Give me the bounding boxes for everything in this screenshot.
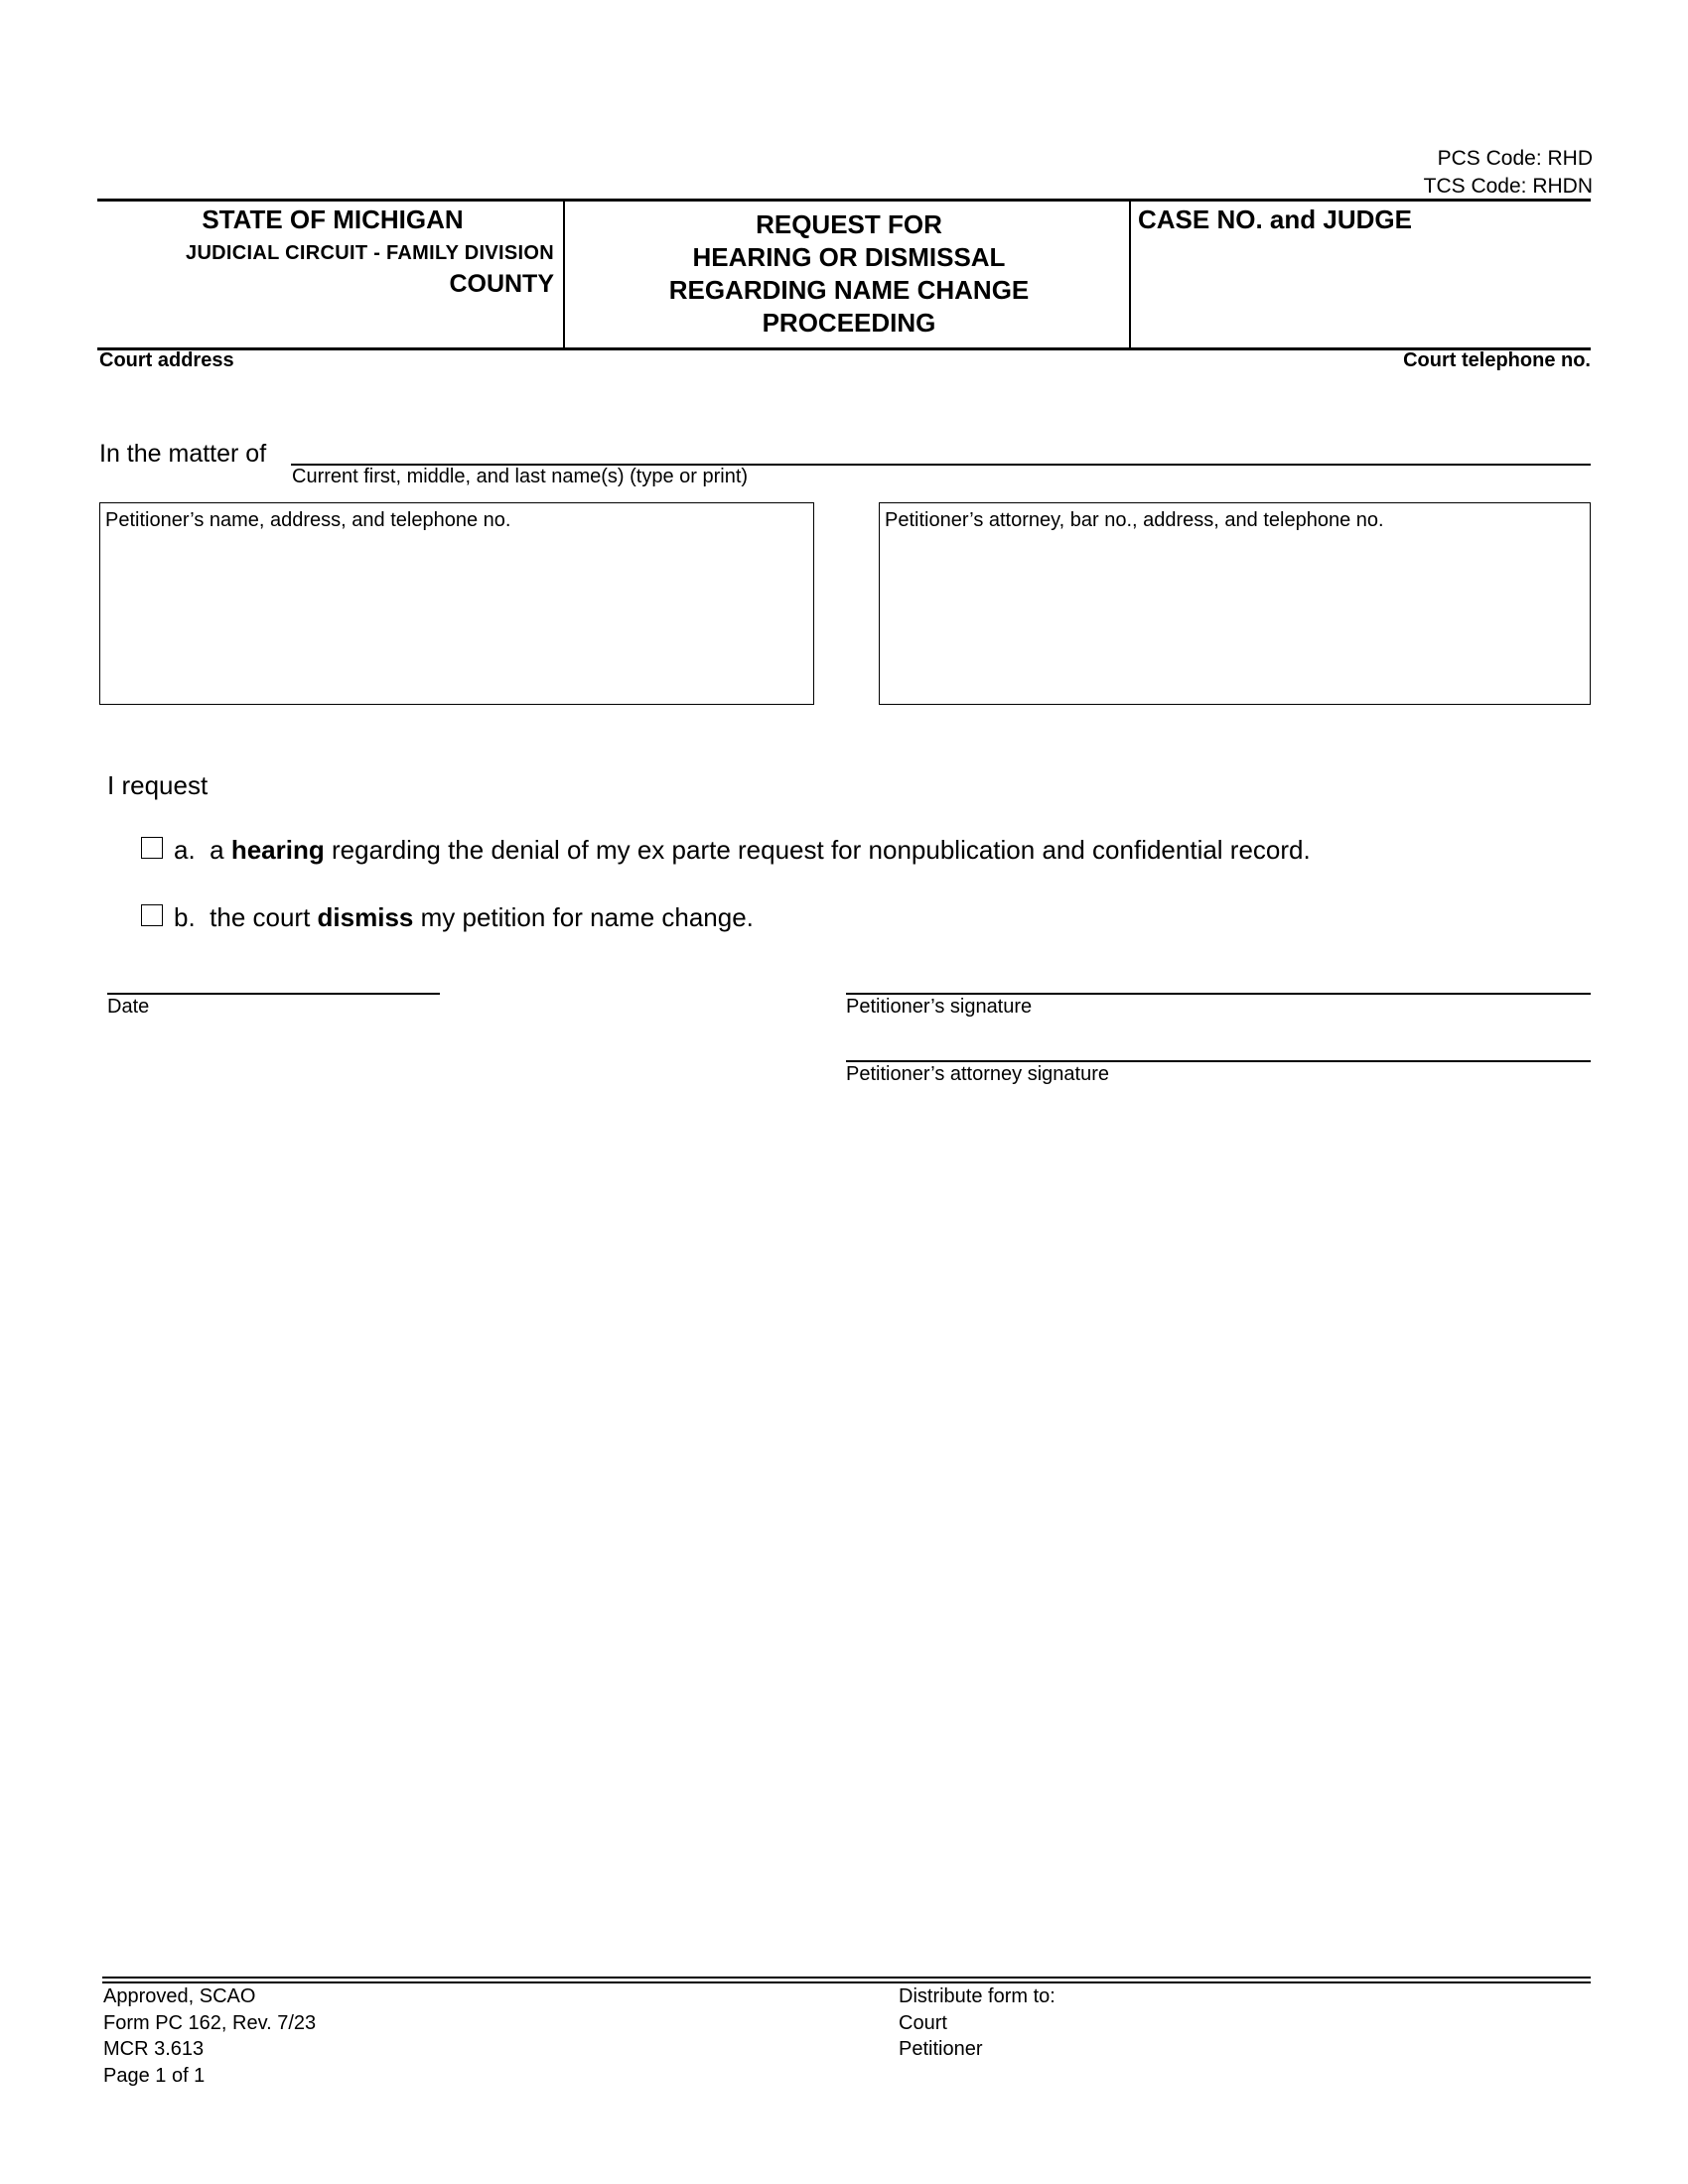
- footer-rule-top: [102, 1977, 1591, 1979]
- dismiss-checkbox[interactable]: [141, 904, 163, 926]
- date-line[interactable]: [107, 993, 440, 995]
- form-title-line: PROCEEDING: [762, 308, 936, 338]
- petitioner-info-box[interactable]: [99, 502, 814, 705]
- option-a: [174, 835, 1311, 866]
- footer-rule-bottom: [102, 1981, 1591, 1983]
- option-b-text: my petition for name change.: [420, 902, 754, 932]
- form-title-line: REQUEST FOR: [756, 209, 942, 239]
- matter-name-caption: Current first, middle, and last name(s) (type or print): [292, 466, 749, 487]
- option-a-prefix: a: [210, 835, 224, 865]
- court-telephone-label: Court telephone no.: [1403, 349, 1591, 371]
- form-title-line: REGARDING NAME CHANGE: [668, 275, 1030, 305]
- request-intro: I request: [107, 770, 209, 800]
- footer-approval: [103, 1983, 316, 2089]
- form-codes: [1424, 145, 1593, 201]
- pcs-code: PCS Code: RHD: [1437, 147, 1593, 170]
- attorney-info-label: Petitioner’s attorney, bar no., address, and telephone no.: [885, 509, 1384, 531]
- option-a-bold: hearing: [230, 835, 325, 865]
- footer-right-line: Distribute form to:: [899, 1985, 1055, 2007]
- header-bottom-rule: [97, 347, 1591, 350]
- attorney-signature-caption: Petitioner’s attorney signature: [846, 1063, 1109, 1085]
- matter-label: In the matter of: [99, 440, 267, 468]
- case-no-judge-label: CASE NO. and JUDGE: [1138, 205, 1412, 234]
- footer-left-line: Approved, SCAO: [103, 1985, 256, 2007]
- footer-distribution: [899, 1983, 1055, 2063]
- circuit-label: JUDICIAL CIRCUIT - FAMILY DIVISION: [186, 242, 554, 264]
- option-b-prefix: the court: [210, 902, 311, 932]
- option-b-bold: dismiss: [317, 902, 414, 932]
- hearing-checkbox[interactable]: [141, 837, 163, 859]
- attorney-info-box[interactable]: [879, 502, 1591, 705]
- petitioner-signature-line[interactable]: [846, 993, 1591, 995]
- date-caption: Date: [107, 996, 150, 1018]
- option-b-letter: b.: [174, 902, 196, 932]
- option-b: [174, 902, 754, 933]
- form-title: [568, 208, 1130, 340]
- header-top-rule: [97, 199, 1591, 202]
- petitioner-signature-caption: Petitioner’s signature: [846, 996, 1033, 1018]
- option-a-letter: a.: [174, 835, 196, 865]
- court-address-label: Court address: [99, 349, 234, 371]
- petitioner-info-label: Petitioner’s name, address, and telephone no.: [105, 509, 511, 531]
- footer-left-line: MCR 3.613: [103, 2038, 205, 2060]
- attorney-signature-line[interactable]: [846, 1060, 1591, 1062]
- county-label: COUNTY: [449, 270, 554, 298]
- footer-right-line: Court: [899, 2011, 947, 2034]
- footer-right-line: Petitioner: [899, 2038, 983, 2060]
- tcs-code: TCS Code: RHDN: [1423, 175, 1593, 198]
- footer-left-line: Form PC 162, Rev. 7/23: [103, 2011, 317, 2034]
- option-a-text: regarding the denial of my ex parte request for nonpublication and confidential record.: [332, 835, 1311, 865]
- footer-left-line: Page 1 of 1: [103, 2064, 206, 2087]
- state-name: STATE OF MICHIGAN: [202, 205, 464, 234]
- form-title-line: HEARING OR DISMISSAL: [692, 242, 1006, 272]
